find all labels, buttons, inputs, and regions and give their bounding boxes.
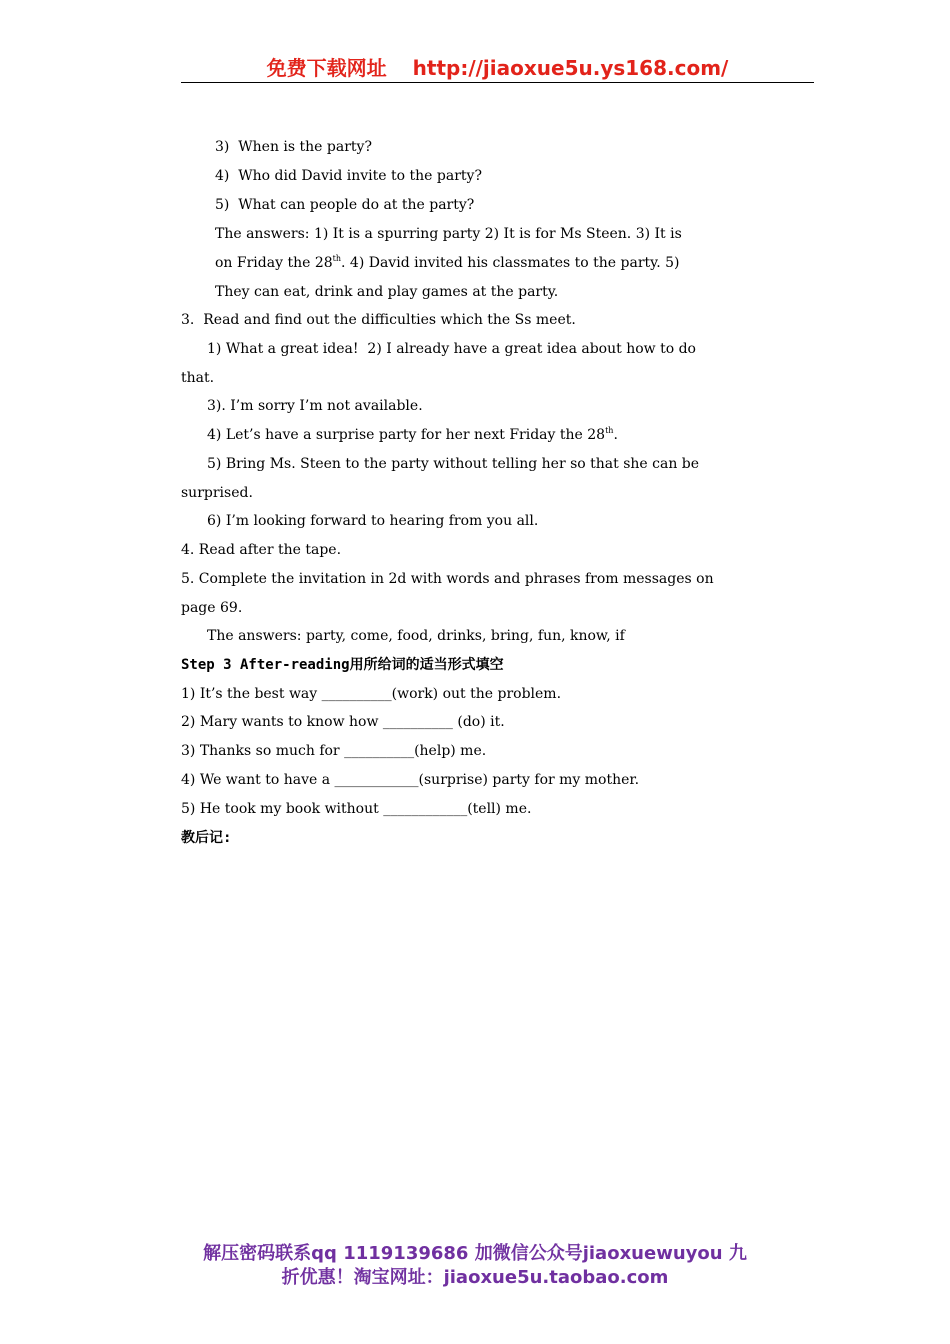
item-3-sentence-5-cont: surprised. [181, 485, 253, 501]
answers-line-2: on Friday the 28th. 4) David invited his classmates to the party. 5) [215, 254, 680, 271]
item-4: 4. Read after the tape. [181, 542, 342, 558]
answers-line-3: They can eat, drink and play games at the party. [215, 284, 559, 300]
answers-line-1: The answers: 1) It is a spurring party 2) It is for Ms Steen. 3) It is [215, 226, 682, 242]
item-3-sentence-1: 1) What a great idea! 2) I already have a great idea about how to do [207, 341, 696, 357]
item-3-sentence-1-cont: that. [181, 370, 215, 386]
question-4: 4) Who did David invite to the party? [215, 168, 482, 184]
item-3-heading: 3. Read and find out the difficulties which the Ss meet. [181, 312, 576, 328]
question-5: 5) What can people do at the party? [215, 197, 475, 213]
exercise-4: 4) We want to have a ____________(surprise) party for my mother. [181, 772, 640, 788]
header-url-link[interactable]: http://jiaoxue5u.ys168.com/ [412, 56, 729, 80]
question-3: 3) When is the party? [215, 139, 372, 155]
footer-line-2: 折优惠！淘宝网址：jiaoxue5u.taobao.com [281, 1267, 669, 1288]
footer-line-1: 解压密码联系qq 1119139686 加微信公众号jiaoxuewuyou 九 [203, 1243, 747, 1264]
item-3-sentence-6: 6) I’m looking forward to hearing from you all. [207, 513, 539, 529]
item-3-sentence-5: 5) Bring Ms. Steen to the party without telling her so that she can be [207, 456, 700, 472]
page-header [181, 54, 814, 82]
answers-2: The answers: party, come, food, drinks, bring, fun, know, if [207, 628, 625, 644]
header-label: 免费下载网址 [266, 56, 387, 80]
exercise-3: 3) Thanks so much for __________(help) me. [181, 743, 487, 759]
item-5: 5. Complete the invitation in 2d with words and phrases from messages on [181, 571, 714, 587]
header-divider [181, 82, 814, 83]
step-3-heading: Step 3 After-reading用所给词的适当形式填空 [181, 657, 504, 673]
item-3-sentence-3: 3). I’m sorry I’m not available. [207, 398, 423, 414]
exercise-5: 5) He took my book without ____________(tell) me. [181, 801, 532, 817]
item-3-sentence-4: 4) Let’s have a surprise party for her next Friday the 28th. [207, 426, 618, 443]
teaching-notes-label: 教后记: [181, 830, 232, 846]
item-5-cont: page 69. [181, 600, 243, 616]
exercise-1: 1) It’s the best way __________(work) out the problem. [181, 686, 562, 702]
exercise-2: 2) Mary wants to know how __________ (do) it. [181, 714, 505, 730]
